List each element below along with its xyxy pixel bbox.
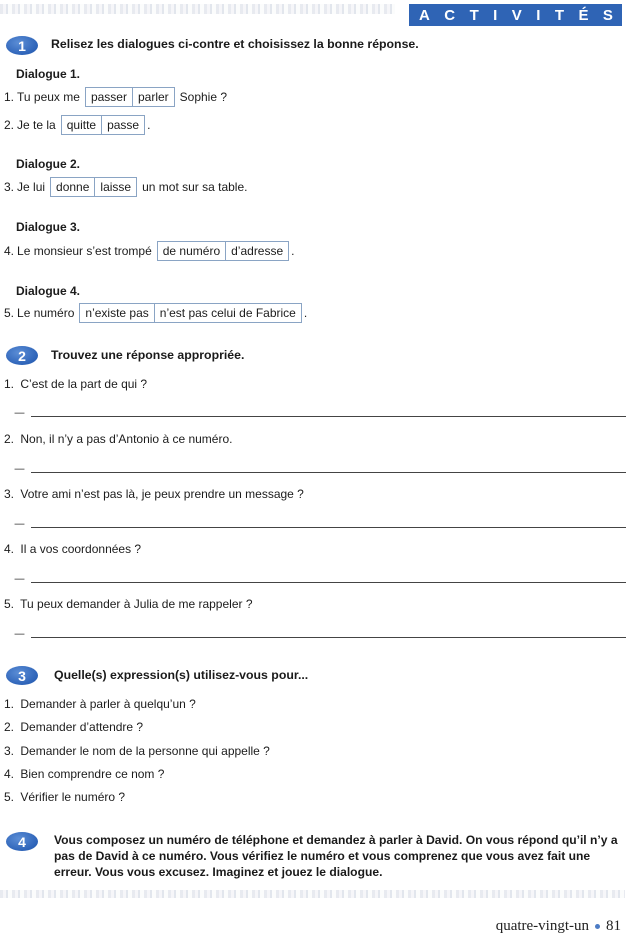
exercise-number-badge: 4 xyxy=(6,832,38,851)
exercise-3-title: Quelle(s) expression(s) utilisez-vous pour... xyxy=(54,668,309,682)
sentence-end: . xyxy=(303,306,308,320)
item-text: Demander d’attendre ? xyxy=(20,720,144,734)
choice-box xyxy=(157,241,289,261)
banner-letter: I xyxy=(493,6,498,24)
item-number: 4. xyxy=(4,542,15,556)
exercise-3-item xyxy=(4,720,143,734)
answer-dash: — xyxy=(14,517,25,530)
bullet-dot-icon xyxy=(595,924,600,929)
banner-letter: I xyxy=(536,6,541,24)
choice-box xyxy=(79,303,301,323)
exercise-1-item xyxy=(4,87,227,107)
exercise-3-item xyxy=(4,767,164,781)
item-number: 1. xyxy=(4,377,15,391)
dialogue-heading: Dialogue 1. xyxy=(16,67,81,81)
decorative-band-bottom xyxy=(0,890,625,898)
banner-letter: C xyxy=(444,6,456,24)
item-text: Vérifier le numéro ? xyxy=(20,790,126,804)
exercise-2-question xyxy=(4,597,253,611)
item-number: 3. xyxy=(4,180,15,194)
choice-option[interactable]: n’existe pas xyxy=(85,306,149,320)
answer-field[interactable] xyxy=(14,571,626,583)
banner-letter: S xyxy=(602,6,613,24)
question-text: Il a vos coordonnées ? xyxy=(20,542,142,556)
choice-option[interactable]: d’adresse xyxy=(225,242,288,260)
banner-letter: T xyxy=(469,6,479,24)
choice-option[interactable]: de numéro xyxy=(162,244,221,258)
choice-box xyxy=(61,115,145,135)
sentence-end: . xyxy=(147,118,151,132)
item-number: 5. xyxy=(4,306,15,320)
item-number: 2. xyxy=(4,720,15,734)
exercise-number-badge: 1 xyxy=(6,36,38,55)
choice-option[interactable]: passe xyxy=(101,116,144,134)
sentence-start: Je lui xyxy=(17,180,46,194)
item-number: 2. xyxy=(4,118,15,132)
answer-line[interactable] xyxy=(31,637,626,638)
answer-dash: — xyxy=(14,406,25,419)
exercise-2-title: Trouvez une réponse appropriée. xyxy=(51,348,245,362)
question-text: C’est de la part de qui ? xyxy=(20,377,148,391)
exercise-1-item xyxy=(4,115,150,135)
item-number: 5. xyxy=(4,597,15,611)
sentence-end: un mot sur sa table. xyxy=(142,180,248,194)
exercise-1-title: Relisez les dialogues ci-contre et choisissez la bonne réponse. xyxy=(51,37,419,51)
item-number: 2. xyxy=(4,432,15,446)
item-number: 5. xyxy=(4,790,15,804)
answer-field[interactable] xyxy=(14,516,626,528)
item-number: 1. xyxy=(4,697,15,711)
exercise-2-question xyxy=(4,542,141,556)
answer-line[interactable] xyxy=(31,527,626,528)
banner-letter: V xyxy=(511,6,522,24)
item-text: Bien comprendre ce nom ? xyxy=(20,767,165,781)
exercise-number-badge: 2 xyxy=(6,346,38,365)
answer-field[interactable] xyxy=(14,626,626,638)
item-text: Demander à parler à quelqu’un ? xyxy=(20,697,196,711)
dialogue-heading: Dialogue 2. xyxy=(16,157,81,171)
answer-dash: — xyxy=(14,462,25,475)
sentence-start: Je te la xyxy=(17,118,56,132)
answer-line[interactable] xyxy=(31,582,626,583)
answer-field[interactable] xyxy=(14,405,626,417)
choice-option[interactable]: laisse xyxy=(94,178,136,196)
page-number-words: quatre-vingt-un xyxy=(495,918,589,934)
exercise-3-item xyxy=(4,744,270,758)
answer-line[interactable] xyxy=(31,472,626,473)
item-number: 4. xyxy=(4,767,15,781)
choice-option[interactable]: donne xyxy=(56,180,90,194)
choice-option[interactable]: n’est pas celui de Fabrice xyxy=(154,304,301,322)
exercise-2-question xyxy=(4,432,232,446)
question-text: Tu peux demander à Julia de me rappeler ? xyxy=(20,597,253,611)
page-footer xyxy=(496,918,621,935)
exercise-number-badge: 3 xyxy=(6,666,38,685)
choice-option[interactable]: quitte xyxy=(66,118,97,132)
sentence-start: Le monsieur s’est trompé xyxy=(17,244,152,258)
question-text: Votre ami n’est pas là, je peux prendre un message ? xyxy=(20,487,304,501)
exercise-1-item xyxy=(4,177,247,197)
choice-option[interactable]: passer xyxy=(90,90,127,104)
item-number: 4. xyxy=(4,244,15,258)
dialogue-heading: Dialogue 4. xyxy=(16,284,81,298)
item-number: 1. xyxy=(4,90,15,104)
answer-line[interactable] xyxy=(31,416,626,417)
answer-field[interactable] xyxy=(14,461,626,473)
choice-box xyxy=(85,87,175,107)
item-number: 3. xyxy=(4,744,15,758)
decorative-band-top xyxy=(0,4,395,14)
banner-letter: T xyxy=(554,6,565,24)
item-text: Demander le nom de la personne qui appelle ? xyxy=(20,744,270,758)
sentence-start: Le numéro xyxy=(17,306,75,320)
question-text: Non, il n’y a pas d’Antonio à ce numéro. xyxy=(20,432,233,446)
sentence-end: Sophie ? xyxy=(179,90,228,104)
item-number: 3. xyxy=(4,487,15,501)
sentence-start: Tu peux me xyxy=(17,90,80,104)
page-number: 81 xyxy=(606,918,621,934)
sentence-end: . xyxy=(291,244,295,258)
choice-box xyxy=(50,177,137,197)
exercise-2-question xyxy=(4,487,304,501)
exercise-1-item xyxy=(4,303,307,323)
banner-letter: É xyxy=(578,6,589,24)
answer-dash: — xyxy=(14,627,25,640)
exercise-4-instructions: Vous composez un numéro de téléphone et demandez à parler à David. On vous répond qu’il n’y a pas de David à ce numéro. Vous vérifiez le numéro et vous comprenez que vous avez fait une erreur. Vous vous excusez. Imaginez et jouez le dialogue. xyxy=(54,833,618,879)
exercise-2-question xyxy=(4,377,147,391)
banner-letter: A xyxy=(419,6,430,24)
exercise-3-item xyxy=(4,790,125,804)
exercise-1-item xyxy=(4,241,295,261)
exercise-3-item xyxy=(4,697,196,711)
choice-option[interactable]: parler xyxy=(132,88,174,106)
dialogue-heading: Dialogue 3. xyxy=(16,220,81,234)
answer-dash: — xyxy=(14,572,25,585)
section-banner-activites xyxy=(409,4,622,26)
